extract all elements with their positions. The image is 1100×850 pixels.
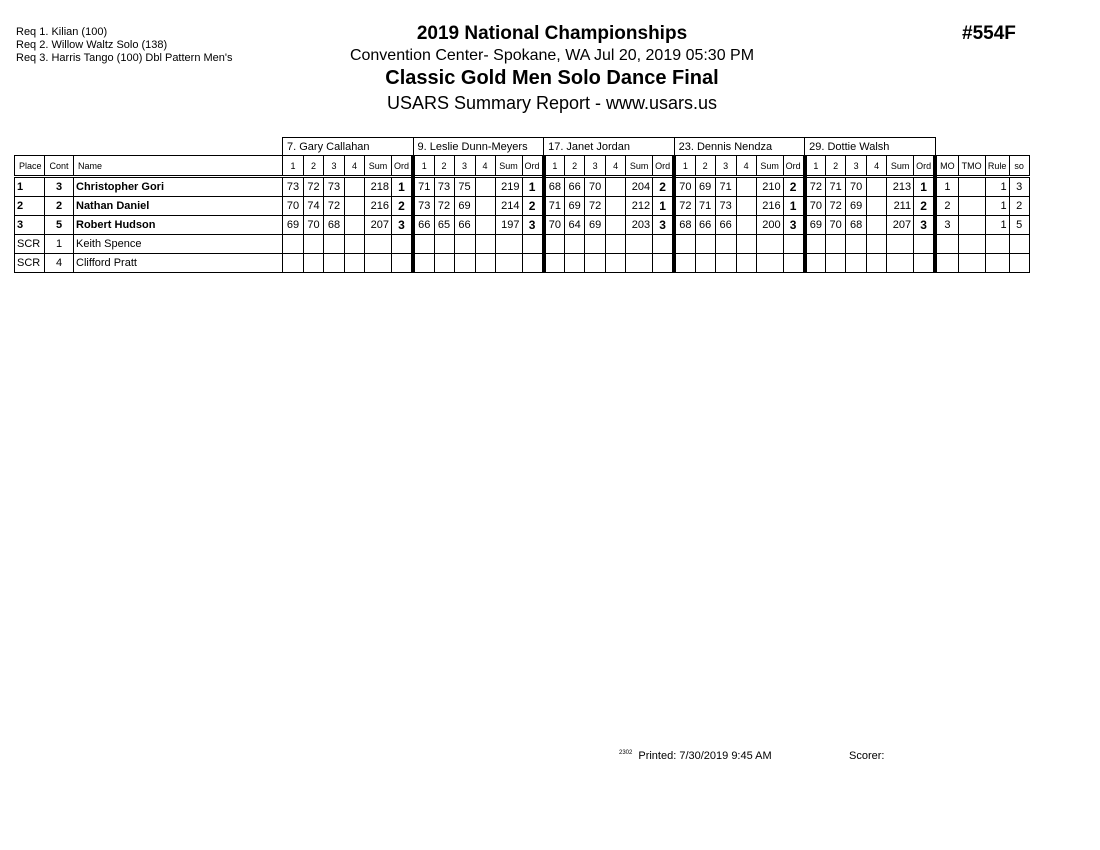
score-cell: 64 — [565, 216, 585, 235]
score-cell — [434, 235, 454, 254]
sum-cell: 210 — [756, 177, 783, 197]
skater-name: Christopher Gori — [74, 177, 283, 197]
col-header-judge: 1 — [283, 156, 304, 177]
score-cell: 73 — [413, 197, 434, 216]
score-cell — [454, 235, 475, 254]
table-row — [15, 235, 1030, 254]
col-header-judge: Ord — [653, 156, 675, 177]
col-header-judge: 3 — [715, 156, 736, 177]
score-cell: 70 — [846, 177, 867, 197]
sum-cell — [887, 235, 914, 254]
mo-cell: 1 — [935, 177, 958, 197]
results-table — [14, 137, 1030, 273]
printed-info — [619, 750, 772, 762]
tmo-cell — [958, 177, 985, 197]
table-row — [15, 216, 1030, 235]
score-cell — [475, 177, 495, 197]
sum-cell: 211 — [887, 197, 914, 216]
score-cell: 72 — [674, 197, 695, 216]
judges-row — [15, 138, 1030, 156]
table-row — [15, 254, 1030, 273]
score-cell — [736, 216, 756, 235]
col-header-judge: Sum — [756, 156, 783, 177]
column-header-row — [15, 156, 1030, 177]
score-cell: 73 — [283, 177, 304, 197]
col-header-place: Place — [15, 156, 45, 177]
requirements-list — [16, 26, 233, 65]
col-header-judge: 2 — [434, 156, 454, 177]
ordinal-cell — [653, 254, 675, 273]
ordinal-cell: 3 — [392, 216, 414, 235]
ordinal-cell — [783, 235, 805, 254]
sum-cell — [887, 254, 914, 273]
ordinal-cell: 1 — [653, 197, 675, 216]
score-cell — [565, 254, 585, 273]
score-cell: 66 — [454, 216, 475, 235]
sum-cell: 213 — [887, 177, 914, 197]
col-header-cont: Cont — [45, 156, 74, 177]
rule-cell: 1 — [985, 197, 1009, 216]
score-cell: 73 — [715, 197, 736, 216]
score-cell — [475, 235, 495, 254]
col-header-judge: 4 — [867, 156, 887, 177]
score-cell — [846, 235, 867, 254]
ordinal-cell — [914, 235, 936, 254]
ordinal-cell — [522, 254, 544, 273]
score-cell — [585, 235, 606, 254]
ordinal-cell — [783, 254, 805, 273]
ordinal-cell — [914, 254, 936, 273]
judge-name: 23. Dennis Nendza — [674, 138, 805, 156]
cont-cell: 2 — [45, 197, 74, 216]
score-cell — [736, 235, 756, 254]
score-cell — [544, 254, 565, 273]
rule-cell — [985, 235, 1009, 254]
sum-cell: 218 — [365, 177, 392, 197]
score-cell: 70 — [585, 177, 606, 197]
col-header-judge: 3 — [324, 156, 345, 177]
col-header-judge: Sum — [365, 156, 392, 177]
score-cell — [715, 235, 736, 254]
score-cell: 66 — [413, 216, 434, 235]
requirement-2: Req 2. Willow Waltz Solo (138) — [16, 39, 168, 51]
score-cell: 74 — [304, 197, 324, 216]
sum-cell: 207 — [365, 216, 392, 235]
score-cell: 72 — [304, 177, 324, 197]
score-cell — [606, 235, 626, 254]
sum-cell: 216 — [756, 197, 783, 216]
col-header-judge: 4 — [606, 156, 626, 177]
place-cell: SCR — [15, 235, 45, 254]
score-cell — [345, 177, 365, 197]
score-cell — [606, 177, 626, 197]
rule-cell: 1 — [985, 216, 1009, 235]
sum-cell: 197 — [495, 216, 522, 235]
tmo-cell — [958, 235, 985, 254]
score-cell — [304, 235, 324, 254]
score-cell: 70 — [544, 216, 565, 235]
score-cell: 69 — [585, 216, 606, 235]
col-header-judge: 1 — [805, 156, 826, 177]
sum-cell: 214 — [495, 197, 522, 216]
report-name: USARS Summary Report - www.usars.us — [386, 93, 718, 113]
score-cell — [345, 254, 365, 273]
score-cell: 70 — [805, 197, 826, 216]
col-header-judge: 1 — [674, 156, 695, 177]
score-cell: 66 — [695, 216, 715, 235]
col-header-judge: 3 — [846, 156, 867, 177]
score-cell: 68 — [544, 177, 565, 197]
score-cell — [867, 254, 887, 273]
ordinal-cell — [522, 235, 544, 254]
report-header — [300, 22, 804, 115]
score-cell — [475, 197, 495, 216]
score-cell — [434, 254, 454, 273]
score-cell: 69 — [283, 216, 304, 235]
judge-name: 17. Janet Jordan — [544, 138, 675, 156]
score-cell: 75 — [454, 177, 475, 197]
score-cell — [606, 197, 626, 216]
so-cell: 3 — [1009, 177, 1029, 197]
col-header-name: Name — [74, 156, 283, 177]
ordinal-cell: 2 — [783, 177, 805, 197]
table-row — [15, 197, 1030, 216]
ordinal-cell — [392, 254, 414, 273]
score-cell — [606, 216, 626, 235]
score-cell — [544, 235, 565, 254]
so-cell: 2 — [1009, 197, 1029, 216]
score-cell: 69 — [695, 177, 715, 197]
score-cell: 72 — [805, 177, 826, 197]
score-cell — [695, 254, 715, 273]
judges-row-spacer — [935, 138, 1029, 156]
score-cell: 71 — [544, 197, 565, 216]
score-cell: 68 — [324, 216, 345, 235]
col-header-judge: 2 — [826, 156, 846, 177]
score-cell — [867, 197, 887, 216]
so-cell — [1009, 235, 1029, 254]
sum-cell: 203 — [626, 216, 653, 235]
col-header-judge: Sum — [887, 156, 914, 177]
score-cell — [805, 235, 826, 254]
score-cell — [283, 254, 304, 273]
score-cell — [867, 177, 887, 197]
mo-cell — [935, 254, 958, 273]
score-cell: 70 — [674, 177, 695, 197]
so-cell: 5 — [1009, 216, 1029, 235]
score-cell: 68 — [674, 216, 695, 235]
score-cell: 69 — [805, 216, 826, 235]
score-cell — [695, 235, 715, 254]
score-cell: 73 — [434, 177, 454, 197]
score-cell — [867, 235, 887, 254]
so-cell — [1009, 254, 1029, 273]
ordinal-cell — [392, 235, 414, 254]
score-cell — [565, 235, 585, 254]
score-cell — [454, 254, 475, 273]
requirement-1: Req 1. Kilian (100) — [16, 26, 108, 38]
score-cell: 72 — [826, 197, 846, 216]
mo-cell: 2 — [935, 197, 958, 216]
col-header-judge: 2 — [695, 156, 715, 177]
judge-name: 29. Dottie Walsh — [805, 138, 936, 156]
skater-name: Keith Spence — [74, 235, 283, 254]
ordinal-cell: 2 — [653, 177, 675, 197]
col-header-judge: 4 — [736, 156, 756, 177]
championship-title: 2019 National Championships — [416, 23, 688, 44]
judges-row-spacer — [15, 138, 283, 156]
sum-cell: 219 — [495, 177, 522, 197]
score-cell — [304, 254, 324, 273]
col-header-judge: Ord — [522, 156, 544, 177]
sum-cell: 207 — [887, 216, 914, 235]
cont-cell: 4 — [45, 254, 74, 273]
sum-cell: 200 — [756, 216, 783, 235]
score-cell: 72 — [585, 197, 606, 216]
score-cell: 69 — [846, 197, 867, 216]
ordinal-cell: 2 — [522, 197, 544, 216]
tmo-cell — [958, 216, 985, 235]
score-cell: 68 — [846, 216, 867, 235]
score-cell — [805, 254, 826, 273]
ordinal-cell — [653, 235, 675, 254]
score-cell — [345, 197, 365, 216]
skater-name: Nathan Daniel — [74, 197, 283, 216]
score-cell — [736, 254, 756, 273]
col-header-judge: 4 — [475, 156, 495, 177]
event-title: Classic Gold Men Solo Dance Final — [385, 67, 719, 89]
col-header-tail: MO — [935, 156, 958, 177]
score-cell — [413, 254, 434, 273]
rule-cell — [985, 254, 1009, 273]
ordinal-cell: 1 — [914, 177, 936, 197]
rule-cell: 1 — [985, 177, 1009, 197]
score-cell — [715, 254, 736, 273]
sum-cell — [626, 235, 653, 254]
cont-cell: 1 — [45, 235, 74, 254]
col-header-judge: 3 — [454, 156, 475, 177]
col-header-tail: Rule — [985, 156, 1009, 177]
table-row — [15, 177, 1030, 197]
score-cell: 70 — [304, 216, 324, 235]
event-number: #554F — [962, 23, 1016, 44]
col-header-judge: 2 — [304, 156, 324, 177]
sum-cell — [626, 254, 653, 273]
score-cell — [606, 254, 626, 273]
col-header-judge: Sum — [495, 156, 522, 177]
sum-cell — [495, 254, 522, 273]
score-cell — [283, 235, 304, 254]
skater-name: Clifford Pratt — [74, 254, 283, 273]
cont-cell: 3 — [45, 177, 74, 197]
place-cell: 3 — [15, 216, 45, 235]
mo-cell: 3 — [935, 216, 958, 235]
place-cell: SCR — [15, 254, 45, 273]
ordinal-cell: 1 — [783, 197, 805, 216]
ordinal-cell: 2 — [914, 197, 936, 216]
col-header-tail: so — [1009, 156, 1029, 177]
score-cell: 72 — [324, 197, 345, 216]
score-cell: 70 — [283, 197, 304, 216]
score-cell: 71 — [413, 177, 434, 197]
ordinal-cell: 3 — [783, 216, 805, 235]
sum-cell: 212 — [626, 197, 653, 216]
sum-cell: 216 — [365, 197, 392, 216]
sum-cell: 204 — [626, 177, 653, 197]
printed-date: Printed: 7/30/2019 9:45 AM — [638, 750, 772, 762]
sum-cell — [365, 254, 392, 273]
score-cell — [413, 235, 434, 254]
sum-cell — [756, 235, 783, 254]
tmo-cell — [958, 197, 985, 216]
ordinal-cell: 3 — [522, 216, 544, 235]
col-header-judge: Ord — [392, 156, 414, 177]
tmo-cell — [958, 254, 985, 273]
skater-name: Robert Hudson — [74, 216, 283, 235]
col-header-judge: 2 — [565, 156, 585, 177]
venue-line: Convention Center- Spokane, WA Jul 20, 2019 05:30 PM — [349, 47, 755, 64]
score-cell — [324, 254, 345, 273]
score-cell — [674, 254, 695, 273]
score-cell: 69 — [454, 197, 475, 216]
score-cell: 73 — [324, 177, 345, 197]
sum-cell — [495, 235, 522, 254]
judge-name: 7. Gary Callahan — [283, 138, 414, 156]
col-header-tail: TMO — [958, 156, 985, 177]
ordinal-cell: 3 — [653, 216, 675, 235]
col-header-judge: 1 — [544, 156, 565, 177]
score-cell — [475, 254, 495, 273]
col-header-judge: Ord — [914, 156, 936, 177]
cont-cell: 5 — [45, 216, 74, 235]
col-header-judge: 1 — [413, 156, 434, 177]
sum-cell — [365, 235, 392, 254]
score-cell — [674, 235, 695, 254]
score-cell — [867, 216, 887, 235]
score-cell: 70 — [826, 216, 846, 235]
score-cell — [826, 254, 846, 273]
ordinal-cell: 1 — [392, 177, 414, 197]
score-cell: 72 — [434, 197, 454, 216]
place-cell: 1 — [15, 177, 45, 197]
ordinal-cell: 2 — [392, 197, 414, 216]
score-cell — [826, 235, 846, 254]
col-header-judge: 3 — [585, 156, 606, 177]
score-cell: 69 — [565, 197, 585, 216]
score-cell: 65 — [434, 216, 454, 235]
score-cell — [585, 254, 606, 273]
score-cell — [324, 235, 345, 254]
score-cell: 71 — [715, 177, 736, 197]
ordinal-cell: 3 — [914, 216, 936, 235]
score-cell: 71 — [826, 177, 846, 197]
score-cell — [345, 235, 365, 254]
col-header-judge: Sum — [626, 156, 653, 177]
score-cell: 66 — [715, 216, 736, 235]
mo-cell — [935, 235, 958, 254]
col-header-judge: 4 — [345, 156, 365, 177]
score-cell — [736, 197, 756, 216]
requirement-3: Req 3. Harris Tango (100) Dbl Pattern Men's — [16, 52, 233, 64]
place-cell: 2 — [15, 197, 45, 216]
judge-name: 9. Leslie Dunn-Meyers — [413, 138, 544, 156]
score-cell — [846, 254, 867, 273]
col-header-judge: Ord — [783, 156, 805, 177]
scorer-label: Scorer: — [849, 750, 885, 762]
score-cell — [736, 177, 756, 197]
sum-cell — [756, 254, 783, 273]
report-code: 2302 — [619, 750, 633, 756]
score-cell — [345, 216, 365, 235]
ordinal-cell: 1 — [522, 177, 544, 197]
score-cell: 71 — [695, 197, 715, 216]
score-cell: 66 — [565, 177, 585, 197]
score-cell — [475, 216, 495, 235]
